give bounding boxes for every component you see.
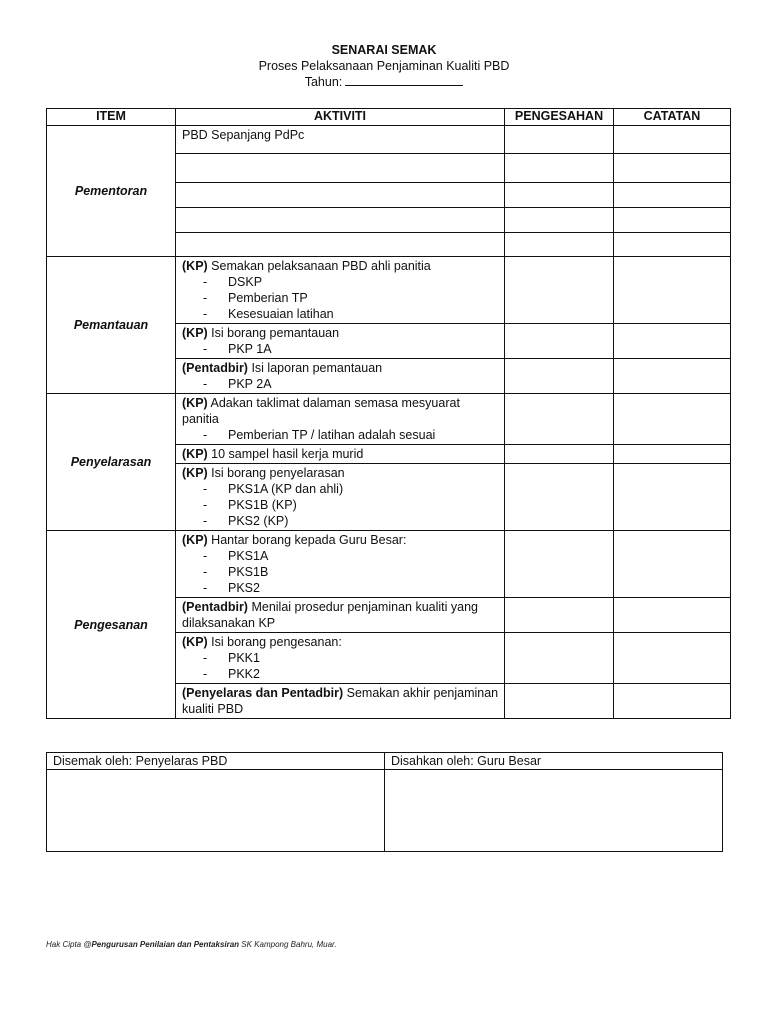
activity-subitem — [182, 564, 499, 580]
catatan-cell — [614, 257, 731, 324]
pengesahan-cell — [505, 464, 614, 531]
activity-text — [182, 395, 499, 427]
activity-role: (Penyelaras dan Pentadbir) — [182, 686, 344, 700]
section-item-label: Penyelarasan — [47, 394, 176, 531]
subitem-text: PKK2 — [228, 667, 260, 681]
activity-role: (KP) — [182, 396, 208, 410]
catatan-cell — [614, 598, 731, 633]
table-row — [47, 531, 731, 598]
pengesahan-cell — [505, 183, 614, 208]
pengesahan-cell — [505, 233, 614, 257]
checklist-body — [47, 126, 731, 719]
subitem-text: PKS2 — [228, 581, 260, 595]
activity-subitem — [182, 650, 499, 666]
section-item-label: Pengesanan — [47, 531, 176, 719]
activity-cell — [176, 257, 505, 324]
activity-subitem — [182, 341, 499, 357]
table-row — [47, 257, 731, 324]
activity-cell — [176, 126, 505, 154]
pengesahan-cell — [505, 598, 614, 633]
catatan-cell — [614, 531, 731, 598]
activity-description: PBD Sepanjang PdPc — [182, 128, 305, 142]
activity-text — [182, 360, 499, 376]
activity-description: Semakan akhir penjaminan kualiti PBD — [182, 686, 499, 716]
activity-description: Adakan taklimat dalaman semasa mesyuarat panitia — [182, 396, 460, 426]
subitem-text: PKS1A — [228, 549, 269, 563]
pengesahan-cell — [505, 208, 614, 233]
catatan-cell — [614, 154, 731, 183]
catatan-cell — [614, 183, 731, 208]
subitem-text: PKS2 (KP) — [228, 514, 289, 528]
catatan-cell — [614, 324, 731, 359]
copyright-footer — [46, 940, 337, 949]
activity-text — [182, 127, 499, 143]
dash-bullet: - — [203, 498, 208, 512]
activity-description: Menilai prosedur penjaminan kualiti yang dilaksanakan KP — [182, 600, 478, 630]
document-title: SENARAI SEMAK — [331, 43, 437, 57]
subitem-text: DSKP — [228, 275, 263, 289]
activity-subitem — [182, 548, 499, 564]
catatan-cell — [614, 464, 731, 531]
signoff-table — [46, 752, 723, 852]
catatan-cell — [614, 394, 731, 445]
activity-role: (KP) — [182, 533, 208, 547]
activity-text — [182, 325, 499, 341]
dash-bullet: - — [203, 549, 208, 563]
dash-bullet: - — [203, 651, 208, 665]
col-header-catatan: CATATAN — [614, 109, 731, 126]
col-header-aktiviti: AKTIVITI — [176, 109, 505, 126]
activity-subitem — [182, 580, 499, 596]
activity-text — [182, 634, 499, 650]
checked-by-signature-box — [47, 770, 385, 852]
subitem-text: PKK1 — [228, 651, 260, 665]
activity-cell — [176, 531, 505, 598]
year-blank-line — [345, 74, 463, 86]
dash-bullet: - — [203, 667, 208, 681]
catatan-cell — [614, 126, 731, 154]
activity-text — [182, 258, 499, 274]
activity-cell — [176, 154, 505, 183]
footer-prefix: Hak Cipta @ — [46, 940, 92, 949]
dash-bullet: - — [203, 377, 208, 391]
activity-cell — [176, 684, 505, 719]
activity-description: Isi borang penyelarasan — [207, 466, 345, 480]
section-item-label: Pemantauan — [47, 257, 176, 394]
dash-bullet: - — [203, 342, 208, 356]
footer-suffix: SK Kampong Bahru, Muar. — [239, 940, 337, 949]
checked-by-label: Disemak oleh: Penyelaras PBD — [47, 753, 385, 770]
activity-cell — [176, 464, 505, 531]
dash-bullet: - — [203, 565, 208, 579]
pengesahan-cell — [505, 445, 614, 464]
dash-bullet: - — [203, 428, 208, 442]
activity-role: (KP) — [182, 326, 208, 340]
document-header — [0, 42, 768, 90]
catatan-cell — [614, 633, 731, 684]
dash-bullet: - — [203, 482, 208, 496]
subitem-text: Kesesuaian latihan — [228, 307, 334, 321]
approved-by-label: Disahkan oleh: Guru Besar — [385, 753, 723, 770]
pengesahan-cell — [505, 257, 614, 324]
subitem-text: Pemberian TP / latihan adalah sesuai — [228, 428, 436, 442]
activity-subitem — [182, 481, 499, 497]
activity-description: Isi laporan pemantauan — [247, 361, 383, 375]
col-header-item: ITEM — [47, 109, 176, 126]
approved-by-signature-box — [385, 770, 723, 852]
subitem-text: PKP 2A — [228, 377, 272, 391]
footer-bold: Pengurusan Penilaian dan Pentaksiran — [91, 940, 240, 949]
dash-bullet: - — [203, 307, 208, 321]
activity-text — [182, 465, 499, 481]
col-header-pengesahan: PENGESAHAN — [505, 109, 614, 126]
document-subtitle: Proses Pelaksanaan Penjaminan Kualiti PBD — [258, 59, 510, 73]
catatan-cell — [614, 445, 731, 464]
table-header-row — [47, 109, 731, 126]
activity-subitem — [182, 513, 499, 529]
section-item-label: Pementoran — [47, 126, 176, 257]
pengesahan-cell — [505, 126, 614, 154]
activity-subitem — [182, 427, 499, 443]
activity-description: Semakan pelaksanaan PBD ahli panitia — [207, 259, 431, 273]
activity-subitem — [182, 497, 499, 513]
catatan-cell — [614, 684, 731, 719]
activity-role: (KP) — [182, 447, 208, 461]
subitem-text: PKS1B — [228, 565, 269, 579]
table-row — [47, 394, 731, 445]
activity-subitem — [182, 376, 499, 392]
activity-text — [182, 685, 499, 717]
activity-description: Hantar borang kepada Guru Besar: — [207, 533, 407, 547]
year-label: Tahun: — [304, 75, 343, 89]
catatan-cell — [614, 359, 731, 394]
activity-cell — [176, 445, 505, 464]
activity-cell — [176, 208, 505, 233]
dash-bullet: - — [203, 275, 208, 289]
activity-description: 10 sampel hasil kerja murid — [207, 447, 364, 461]
subitem-text: Pemberian TP — [228, 291, 308, 305]
activity-cell — [176, 233, 505, 257]
dash-bullet: - — [203, 514, 208, 528]
activity-subitem — [182, 306, 499, 322]
activity-description: Isi borang pengesanan: — [207, 635, 342, 649]
activity-description: Isi borang pemantauan — [207, 326, 340, 340]
catatan-cell — [614, 233, 731, 257]
activity-text — [182, 532, 499, 548]
activity-subitem — [182, 666, 499, 682]
activity-cell — [176, 359, 505, 394]
activity-cell — [176, 324, 505, 359]
subitem-text: PKP 1A — [228, 342, 272, 356]
activity-cell — [176, 598, 505, 633]
checklist-table — [46, 108, 731, 719]
subitem-text: PKS1B (KP) — [228, 498, 297, 512]
subitem-text: PKS1A (KP dan ahli) — [228, 482, 344, 496]
activity-subitem — [182, 274, 499, 290]
pengesahan-cell — [505, 154, 614, 183]
activity-cell — [176, 394, 505, 445]
catatan-cell — [614, 208, 731, 233]
activity-text — [182, 599, 499, 631]
pengesahan-cell — [505, 633, 614, 684]
pengesahan-cell — [505, 394, 614, 445]
pengesahan-cell — [505, 359, 614, 394]
dash-bullet: - — [203, 581, 208, 595]
pengesahan-cell — [505, 324, 614, 359]
activity-cell — [176, 633, 505, 684]
pengesahan-cell — [505, 531, 614, 598]
activity-role: (KP) — [182, 635, 208, 649]
pengesahan-cell — [505, 684, 614, 719]
year-field — [0, 74, 768, 90]
activity-role: (KP) — [182, 466, 208, 480]
activity-cell — [176, 183, 505, 208]
table-row — [47, 126, 731, 154]
activity-text — [182, 446, 499, 462]
activity-role: (Pentadbir) — [182, 600, 248, 614]
activity-role: (Pentadbir) — [182, 361, 248, 375]
activity-subitem — [182, 290, 499, 306]
dash-bullet: - — [203, 291, 208, 305]
activity-role: (KP) — [182, 259, 208, 273]
